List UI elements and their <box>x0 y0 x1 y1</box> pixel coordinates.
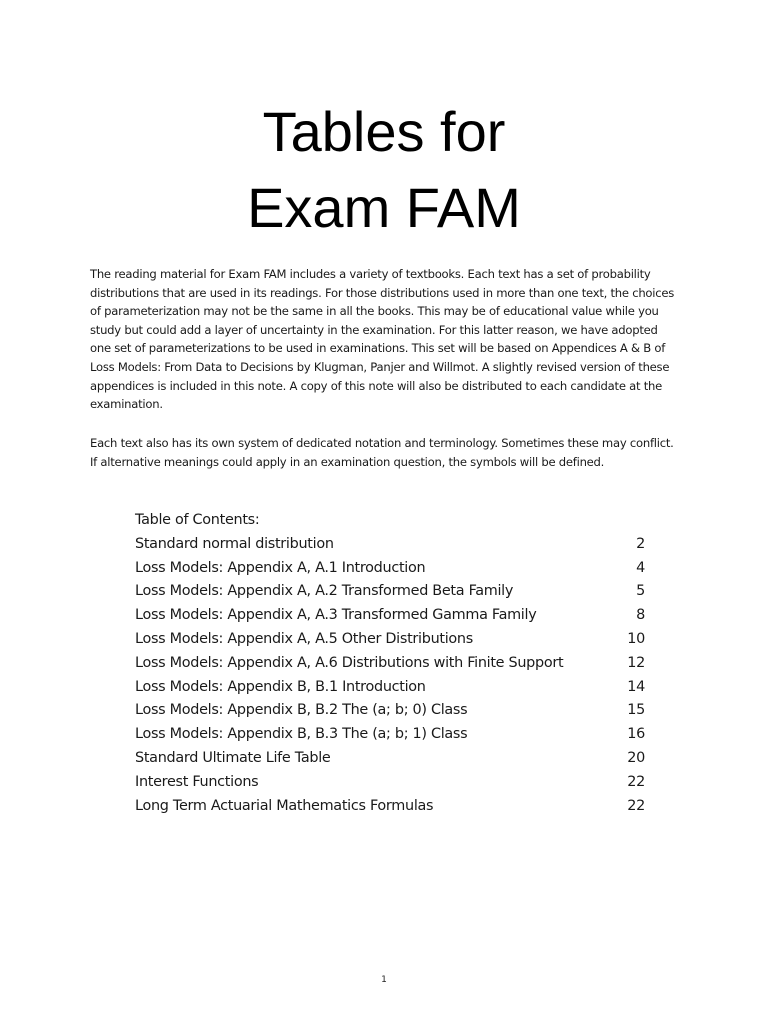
toc-entry[interactable] <box>135 604 645 628</box>
toc-entry-page: 10 <box>627 630 645 647</box>
toc-entry-label: Loss Models: Appendix A, A.1 Introduction <box>135 559 426 576</box>
toc-entry-label: Interest Functions <box>135 773 259 790</box>
toc-entry[interactable] <box>135 699 645 723</box>
toc-entry[interactable] <box>135 676 645 700</box>
toc-entry-label: Loss Models: Appendix A, A.3 Transformed Gamma Family <box>135 607 537 624</box>
toc-entry-label: Loss Models: Appendix B, B.3 The (a; b; 1) Class <box>135 726 468 743</box>
page-number: 1 <box>381 975 387 985</box>
toc-entry[interactable] <box>135 580 645 604</box>
toc-entry[interactable] <box>135 795 645 819</box>
toc-heading: Table of Contents: <box>135 512 260 528</box>
toc-entry[interactable] <box>135 557 645 581</box>
toc-entry-label: Long Term Actuarial Mathematics Formulas <box>135 797 434 814</box>
toc-entry-page: 2 <box>636 535 645 552</box>
table-of-contents <box>135 509 645 818</box>
toc-entry-page: 8 <box>636 607 645 624</box>
toc-entry-page: 22 <box>627 773 645 790</box>
toc-entry-page: 16 <box>627 726 645 743</box>
toc-entry[interactable] <box>135 652 645 676</box>
toc-entry[interactable] <box>135 723 645 747</box>
title-line-2: Exam FAM <box>247 176 521 239</box>
toc-entry[interactable] <box>135 628 645 652</box>
toc-entry[interactable] <box>135 747 645 771</box>
toc-entry-page: 15 <box>627 702 645 719</box>
intro-paragraph-1: The reading material for Exam FAM includes a variety of textbooks. Each text has a set of probability distributions that are used in its readings. For those distributions used in more than one text, the choices of parameterization may not be the same in all the books. This may be of educational value while you study but could add a layer of uncertainty in the examination. For this latter reason, we have adopted one set of parameterizations to be used in examinations. This set will be based on Appendices A & B of Loss Models: From Data to Decisions by Klugman, Panjer and Willmot. A slightly revised version of these appendices is included in this note. A copy of this note will also be distributed to each candidate at the examination. <box>90 267 675 412</box>
toc-entry-label: Loss Models: Appendix B, B.2 The (a; b; 0) Class <box>135 702 468 719</box>
intro-paragraph-2: Each text also has its own system of dedicated notation and terminology. Sometimes these may conflict. If alternative meanings could apply in an examination question, the symbols will be defined. <box>90 436 674 469</box>
toc-entry-label: Loss Models: Appendix B, B.1 Introduction <box>135 678 426 695</box>
toc-entry-page: 4 <box>636 559 645 576</box>
toc-entry-label: Standard Ultimate Life Table <box>135 749 331 766</box>
title-line-1: Tables for <box>262 100 506 163</box>
document-title <box>0 94 768 246</box>
toc-entry-page: 14 <box>627 678 645 695</box>
toc-entry-page: 20 <box>627 749 645 766</box>
toc-entry-label: Loss Models: Appendix A, A.6 Distributions with Finite Support <box>135 654 564 671</box>
toc-entry-page: 5 <box>636 583 645 600</box>
toc-entry-page: 12 <box>627 654 645 671</box>
toc-entry[interactable] <box>135 533 645 557</box>
toc-entry-page: 22 <box>627 797 645 814</box>
toc-entry-label: Loss Models: Appendix A, A.2 Transformed Beta Family <box>135 583 514 600</box>
toc-entry[interactable] <box>135 771 645 795</box>
toc-entry-label: Standard normal distribution <box>135 535 334 552</box>
toc-entry-label: Loss Models: Appendix A, A.5 Other Distributions <box>135 630 473 647</box>
